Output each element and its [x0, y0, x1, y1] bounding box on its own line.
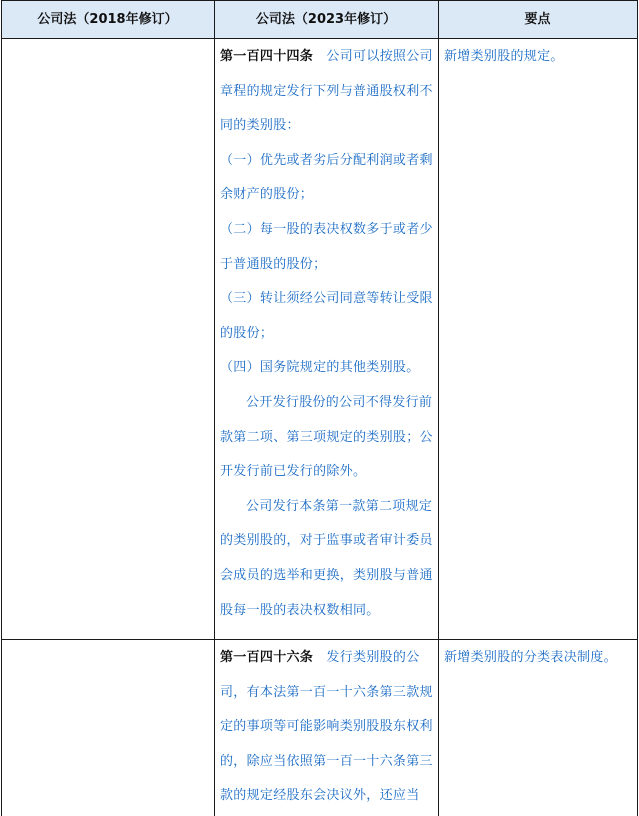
header-divider: [1, 38, 638, 39]
column-header-key-points: 要点: [524, 12, 551, 27]
article-146-number: 第一百四十六条: [220, 650, 314, 665]
row2-new-law-cell: [220, 641, 434, 814]
article-144-para-3: 公司发行本条第一款第二项规定的类别股的，对于监事或者审计委员会成员的选举和更换，类别股与普通股每一股的表决权数相同。: [220, 498, 433, 618]
column-header-2018: 公司法（2018年修订）: [37, 12, 178, 27]
table-border-top: [1, 0, 638, 1]
column-divider-2: [438, 0, 439, 816]
article-144-intro: [220, 40, 434, 144]
article-144-item-4: （四）国务院规定的其他类别股。: [220, 360, 420, 376]
article-146-text-block: [220, 641, 434, 814]
article-144-text: 公司可以按照公司章程的规定发行下列与普通股权利不同的类别股：: [220, 49, 433, 134]
column-header-2023: 公司法（2023年修订）: [255, 12, 397, 27]
table-border-right: [637, 0, 638, 816]
row2-key-point: 新增类别股的分类表决制度。: [444, 650, 617, 665]
table-border-left: [1, 0, 2, 816]
row1-key-point: 新增类别股的规定。: [444, 49, 564, 64]
article-144-para-2: 公开发行股份的公司不得发行前款第二项、第三项规定的类别股；公开发行前已发行的除外。: [220, 394, 433, 480]
article-144-item-3: （三）转让须经公司同意等转让受限的股份；: [220, 291, 433, 341]
article-144-number: 第一百四十四条: [220, 49, 314, 64]
article-144-item-2: （二）每一股的表决权数多于或者少于普通股的股份；: [220, 221, 433, 272]
article-146-text: 发行类别股的公司，有本法第一百一十六条第三款规定的事项等可能影响类别股股东权利的，除应当依照第一百一十六条第三款的规定经股东会决议外，还应当: [220, 650, 433, 804]
article-144-item-1: （一）优先或者劣后分配利润或者剩余财产的股份；: [220, 152, 433, 203]
column-divider-1: [214, 0, 215, 816]
row-divider: [1, 639, 638, 640]
row1-new-law-cell: [220, 40, 434, 628]
